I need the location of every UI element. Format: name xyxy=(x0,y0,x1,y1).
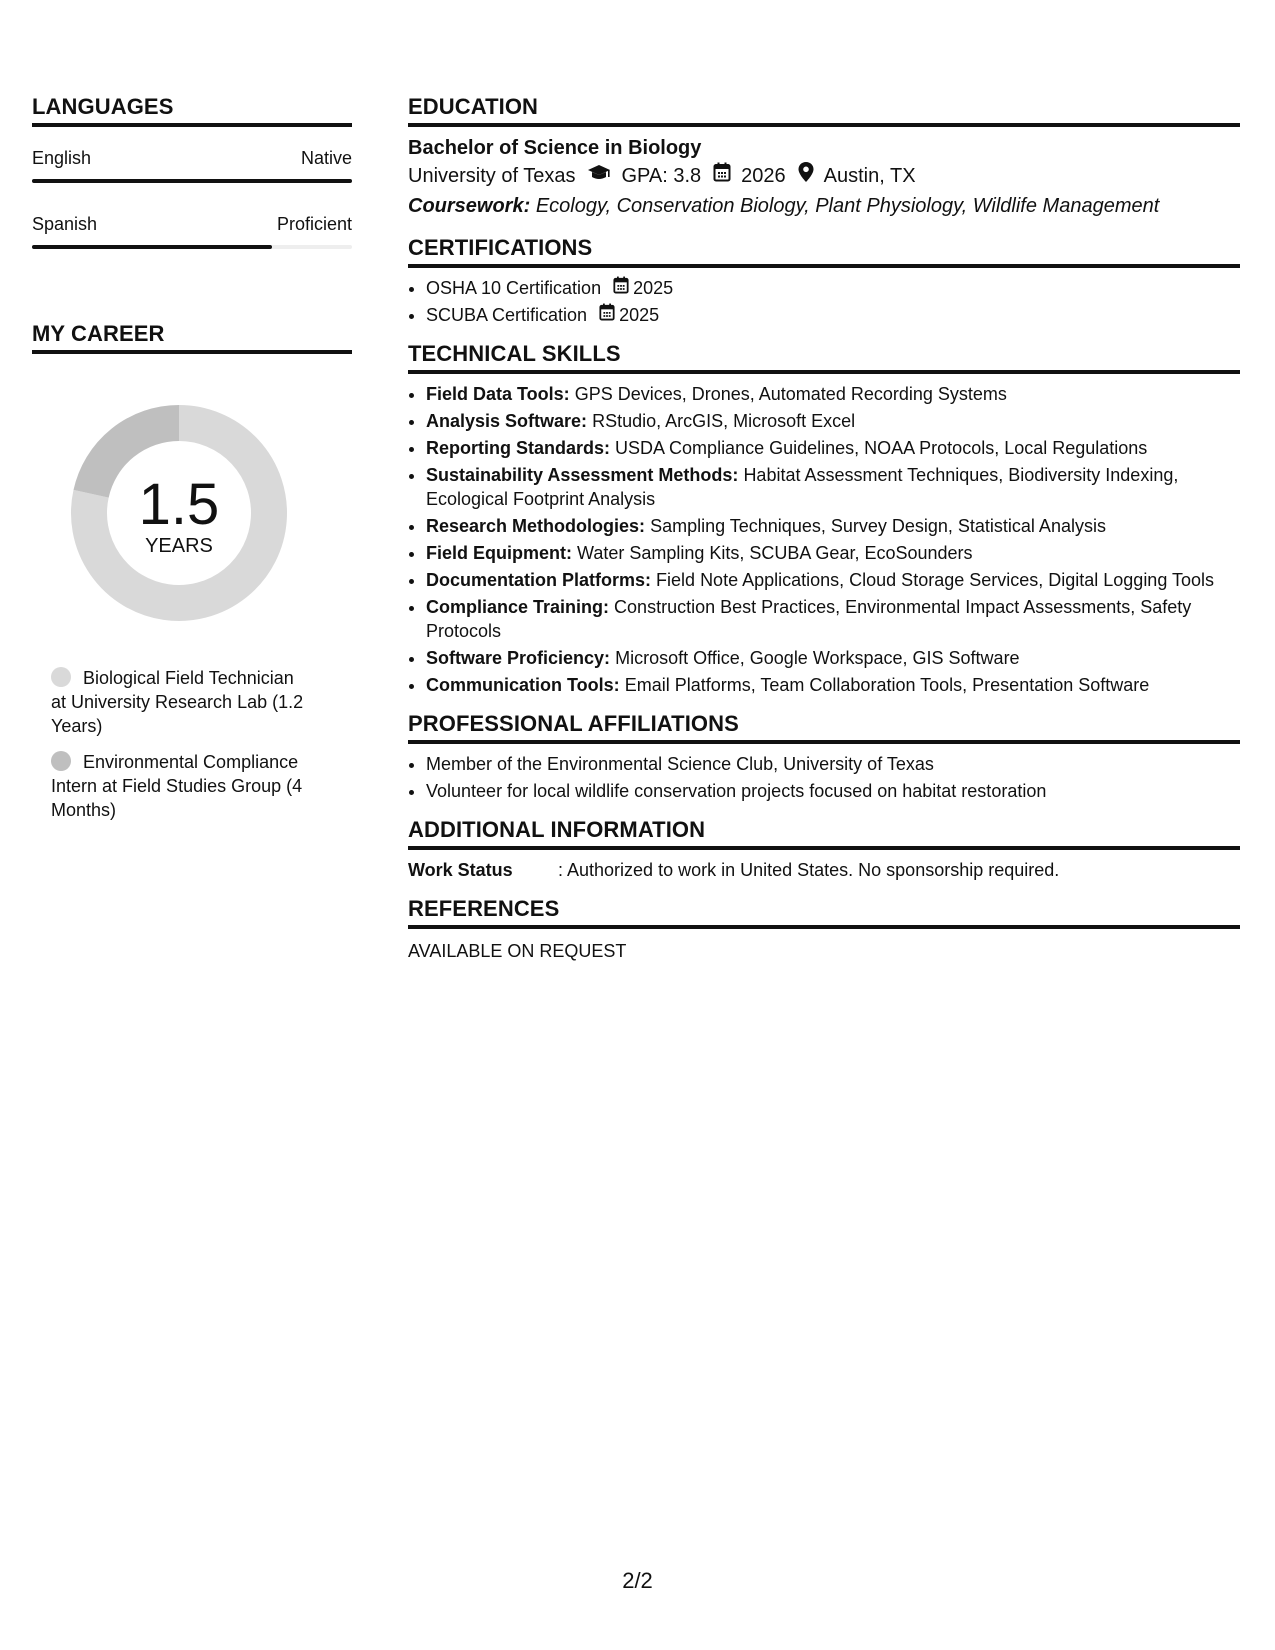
references-section xyxy=(408,896,1240,963)
language-proficiency-fill xyxy=(32,179,352,183)
languages-heading: LANGUAGES xyxy=(32,94,352,127)
calendar-icon xyxy=(713,161,731,191)
certification-name: • SCUBA Certification xyxy=(426,305,588,325)
skill-label: Reporting Standards: xyxy=(426,438,611,458)
work-status-row xyxy=(408,858,1240,882)
legend-dot-icon xyxy=(51,751,71,771)
skill-item xyxy=(426,646,1240,670)
skill-label: Analysis Software: xyxy=(426,411,588,431)
language-name: English xyxy=(32,148,92,168)
school-name: University of Texas xyxy=(408,165,576,187)
graduation-year: 2026 xyxy=(741,165,786,187)
skill-label: Documentation Platforms: xyxy=(426,570,652,590)
affiliation-item: • Member of the Environmental Science Club, University of Texas xyxy=(426,752,1240,776)
certification-year: 2025 xyxy=(619,305,660,325)
legend-item xyxy=(51,666,311,738)
career-heading: MY CAREER xyxy=(32,321,352,354)
skill-item xyxy=(426,595,1240,643)
degree-title: Bachelor of Science in Biology xyxy=(408,137,702,159)
legend-label: Environmental Compliance Intern at Field Studies Group (4 Months) xyxy=(51,752,303,820)
certification-year: 2025 xyxy=(633,278,674,298)
skill-text: RStudio, ArcGIS, Microsoft Excel xyxy=(592,411,856,431)
graduation-cap-icon xyxy=(587,161,611,191)
certification-item xyxy=(426,303,1240,327)
left-column xyxy=(32,94,352,834)
certifications-list xyxy=(408,276,1240,327)
skill-item xyxy=(426,514,1240,538)
calendar-icon xyxy=(613,276,629,300)
skill-text: Construction Best Practices, Environmental Impact Assessments, Safety Protocols xyxy=(426,597,1192,641)
skill-text: Microsoft Office, Google Workspace, GIS Software xyxy=(615,648,1020,668)
certification-name: • OSHA 10 Certification xyxy=(426,278,602,298)
affiliation-item: • Volunteer for local wildlife conservation projects focused on habitat restoration xyxy=(426,779,1240,803)
affiliations-section xyxy=(408,711,1240,803)
education-heading: EDUCATION xyxy=(408,94,1240,127)
skill-text: Field Note Applications, Cloud Storage Services, Digital Logging Tools xyxy=(656,570,1215,590)
career-donut-chart xyxy=(64,398,294,628)
language-item-spanish xyxy=(32,213,352,249)
legend-item xyxy=(51,750,311,822)
affiliations-list xyxy=(408,752,1240,803)
skill-item xyxy=(426,382,1240,406)
skills-list xyxy=(408,382,1240,697)
education-section xyxy=(408,94,1240,221)
languages-list xyxy=(32,147,352,249)
skill-text: Water Sampling Kits, SCUBA Gear, EcoSounders xyxy=(577,543,973,563)
career-total-value: 1.5 xyxy=(138,472,220,537)
career-total-unit: YEARS xyxy=(145,535,213,557)
map-pin-icon xyxy=(798,161,814,191)
skill-item xyxy=(426,568,1240,592)
skill-item xyxy=(426,436,1240,460)
certifications-section xyxy=(408,235,1240,327)
skill-text: GPS Devices, Drones, Automated Recording Systems xyxy=(574,384,1007,404)
affiliations-heading: PROFESSIONAL AFFILIATIONS xyxy=(408,711,1240,744)
legend-label: Biological Field Technician at University Research Lab (1.2 Years) xyxy=(51,668,304,736)
career-legend xyxy=(51,666,311,822)
education-details xyxy=(408,161,1240,191)
work-status-value: : Authorized to work in United States. No sponsorship required. xyxy=(558,860,1060,880)
skill-label: Compliance Training: xyxy=(426,597,610,617)
technical-skills-section xyxy=(408,341,1240,697)
skill-label: Software Proficiency: xyxy=(426,648,611,668)
language-proficiency-bar xyxy=(32,179,352,183)
skill-label: Communication Tools: xyxy=(426,675,620,695)
references-heading: REFERENCES xyxy=(408,896,1240,929)
additional-info-heading: ADDITIONAL INFORMATION xyxy=(408,817,1240,850)
coursework-list: Ecology, Conservation Biology, Plant Physiology, Wildlife Management xyxy=(535,195,1160,217)
skill-item xyxy=(426,409,1240,433)
calendar-icon xyxy=(599,303,615,327)
gpa: GPA: 3.8 xyxy=(621,165,702,187)
work-status-label: Work Status xyxy=(408,860,513,880)
references-text: AVAILABLE ON REQUEST xyxy=(408,941,627,961)
additional-info-section xyxy=(408,817,1240,882)
donut-center xyxy=(64,398,294,628)
legend-dot-icon xyxy=(51,667,71,687)
skill-item xyxy=(426,541,1240,565)
skill-label: Sustainability Assessment Methods: xyxy=(426,465,739,485)
page-number: 2/2 xyxy=(622,1568,653,1593)
skill-label: Field Equipment: xyxy=(426,543,572,563)
language-item-english xyxy=(32,147,352,183)
skill-item xyxy=(426,673,1240,697)
skill-text: Email Platforms, Team Collaboration Tools, Presentation Software xyxy=(624,675,1150,695)
education-location: Austin, TX xyxy=(823,165,916,187)
right-column xyxy=(408,94,1240,977)
skill-text: Habitat Assessment Techniques, Biodiversity Indexing, Ecological Footprint Analysis xyxy=(426,465,1179,509)
skill-text: Sampling Techniques, Survey Design, Statistical Analysis xyxy=(650,516,1106,536)
certifications-heading: CERTIFICATIONS xyxy=(408,235,1240,268)
skill-label: Research Methodologies: xyxy=(426,516,646,536)
skill-text: USDA Compliance Guidelines, NOAA Protocols, Local Regulations xyxy=(615,438,1148,458)
coursework xyxy=(408,191,1240,221)
certification-item xyxy=(426,276,1240,300)
language-level: Proficient xyxy=(276,214,352,234)
language-level: Native xyxy=(300,148,352,168)
language-proficiency-bar xyxy=(32,245,352,249)
language-proficiency-fill xyxy=(32,245,272,249)
skill-item xyxy=(426,463,1240,511)
technical-skills-heading: TECHNICAL SKILLS xyxy=(408,341,1240,374)
skill-label: Field Data Tools: xyxy=(426,384,570,404)
language-name: Spanish xyxy=(32,214,98,234)
coursework-label: Coursework: xyxy=(408,195,531,217)
